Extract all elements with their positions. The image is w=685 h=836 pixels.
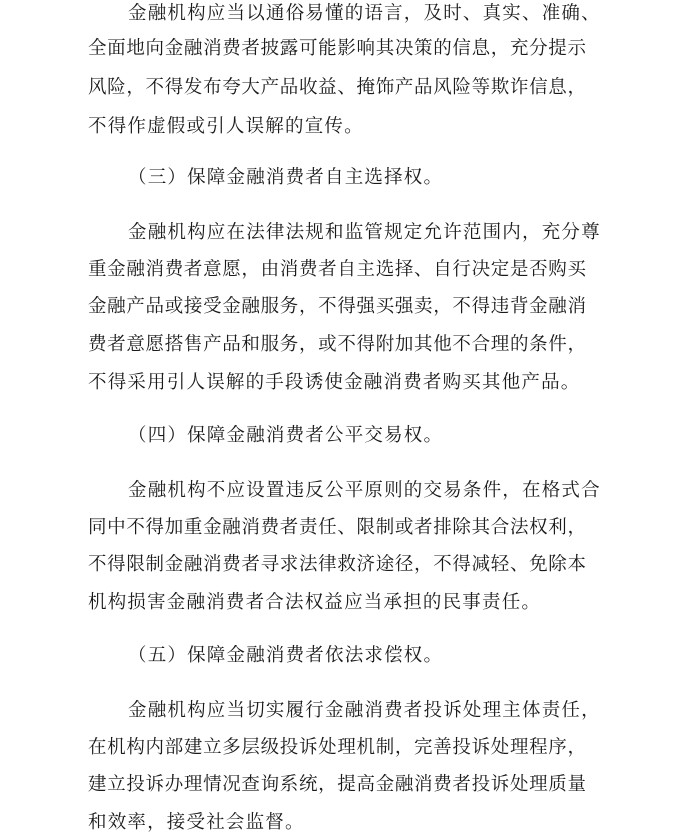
paragraph-line: 机构损害金融消费者合法权益应当承担的民事责任。 xyxy=(88,592,542,613)
paragraph-line: 同中不得加重金融消费者责任、限制或者排除其合法权利， xyxy=(88,517,586,538)
paragraph-line: 风险，不得发布夸大产品收益、掩饰产品风险等欺诈信息， xyxy=(88,77,586,98)
paragraph-line: 不得限制金融消费者寻求法律救济途径，不得减轻、免除本 xyxy=(88,554,586,575)
paragraph-line: 金融机构应当切实履行金融消费者投诉处理主体责任， xyxy=(128,700,601,721)
paragraph-line: 不得采用引人误解的手段诱使金融消费者购买其他产品。 xyxy=(88,372,581,393)
paragraph-line: 费者意愿搭售产品和服务，或不得附加其他不合理的条件， xyxy=(88,334,586,355)
paragraph-line: 在机构内部建立多层级投诉处理机制，完善投诉处理程序， xyxy=(88,737,586,758)
section-heading: （四）保障金融消费者公平交易权。 xyxy=(128,425,444,446)
paragraph-line: 全面地向金融消费者披露可能影响其决策的信息，充分提示 xyxy=(88,38,586,59)
paragraph-line: 建立投诉办理情况查询系统，提高金融消费者投诉处理质量 xyxy=(88,774,586,795)
paragraph-line: 和效率，接受社会监督。 xyxy=(88,812,305,833)
paragraph-line: 不得作虚假或引人误解的宣传。 xyxy=(88,116,364,137)
paragraph-line: 重金融消费者意愿，由消费者自主选择、自行决定是否购买 xyxy=(88,259,586,280)
paragraph-line: 金融机构应当以通俗易懂的语言，及时、真实、准确、 xyxy=(128,3,601,24)
paragraph-line: 金融产品或接受金融服务，不得强买强卖，不得违背金融消 xyxy=(88,296,586,317)
paragraph-line: 金融机构不应设置违反公平原则的交易条件，在格式合 xyxy=(128,480,601,501)
section-heading: （三）保障金融消费者自主选择权。 xyxy=(128,167,444,188)
section-heading: （五）保障金融消费者依法求偿权。 xyxy=(128,645,444,666)
paragraph-line: 金融机构应在法律法规和监管规定允许范围内，充分尊 xyxy=(128,222,601,243)
